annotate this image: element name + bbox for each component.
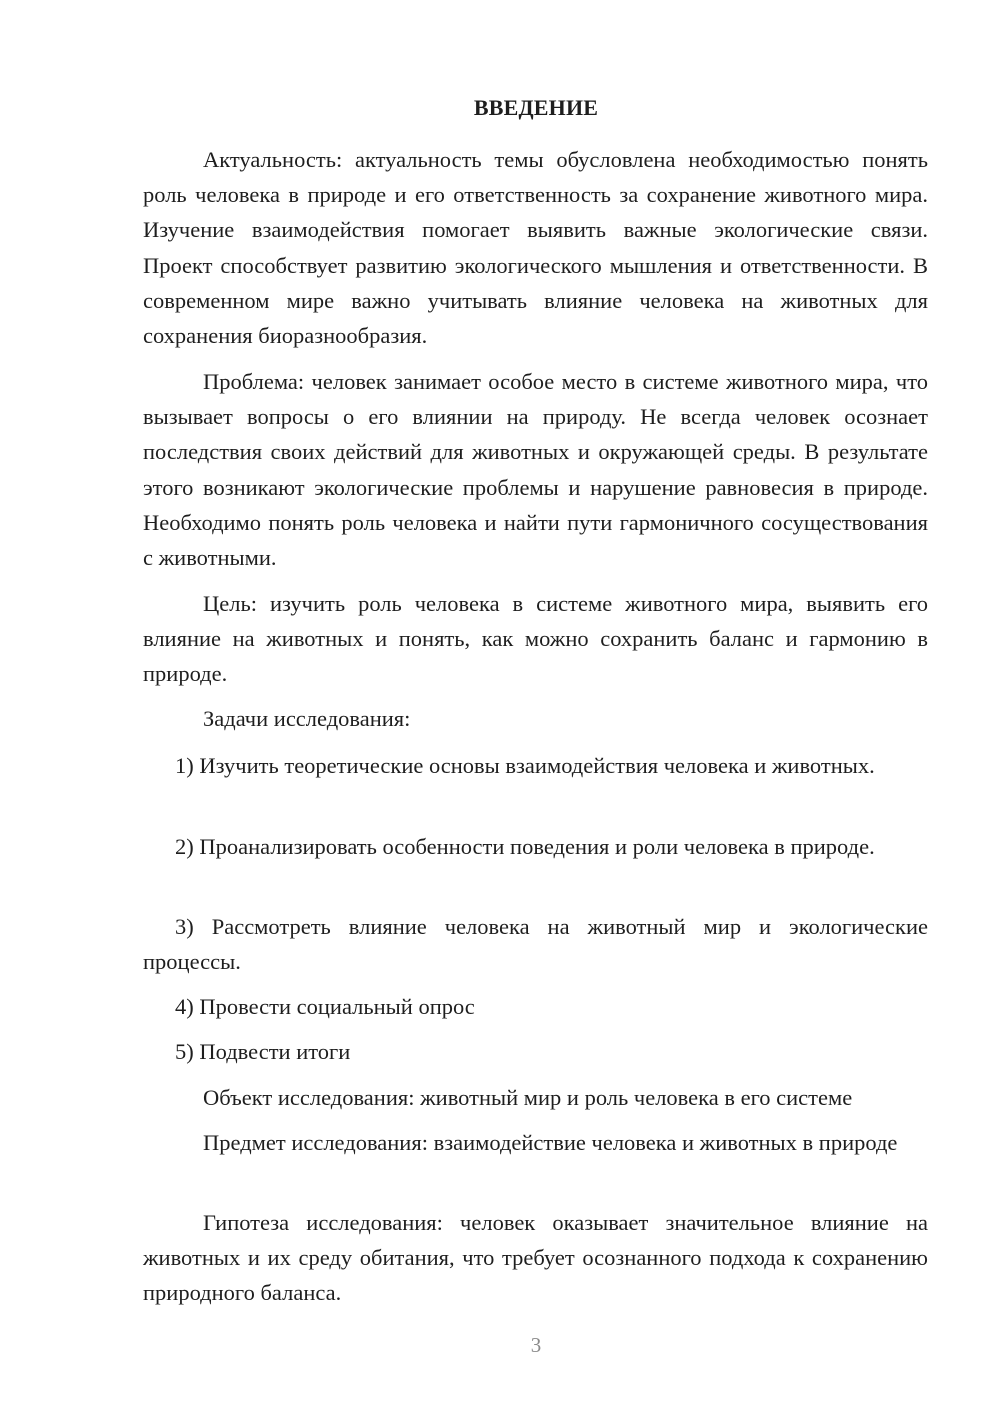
page-number: 3 bbox=[530, 1333, 542, 1357]
paragraph-object: Объект исследования: животный мир и роль человека в его системе bbox=[203, 1085, 853, 1110]
task-item-2: 2) Проанализировать особенности поведения и роли человека в природе. bbox=[175, 834, 875, 859]
paragraph-problem: Проблема: человек занимает особое место в системе животного мира, что вызывает вопросы о его влиянии на природу. Не всегда человек осознает последствия своих действий для животных и окружающей среды. В результате этого возникают экологические проблемы и нарушение равновесия в природе. Необходимо понять роль человека и найти пути гармоничного сосуществования с животными. bbox=[143, 369, 928, 571]
task-item-3: 3) Рассмотреть влияние человека на животный мир и экологические процессы. bbox=[143, 914, 928, 975]
section-title: ВВЕДЕНИЕ bbox=[473, 95, 599, 120]
paragraph-subject: Предмет исследования: взаимодействие человека и животных в природе bbox=[203, 1130, 898, 1155]
paragraph-relevance: Актуальность: актуальность темы обусловлена необходимостью понять роль человека в природе и его ответственность за сохранение животного мира. Изучение взаимодействия помогает выявить важные экологические связи. Проект способствует развитию экологического мышления и ответственности. В современном мире важно учитывать влияние человека на животных для сохранения биоразнообразия. bbox=[143, 147, 928, 349]
paragraph-tasks-heading: Задачи исследования: bbox=[203, 706, 411, 731]
task-item-4: 4) Провести социальный опрос bbox=[175, 994, 475, 1019]
task-item-5: 5) Подвести итоги bbox=[175, 1039, 351, 1064]
paragraph-hypothesis: Гипотеза исследования: человек оказывает значительное влияние на животных и их среду обитания, что требует осознанного подхода к сохранению природного баланса. bbox=[143, 1210, 928, 1306]
task-item-1: 1) Изучить теоретические основы взаимодействия человека и животных. bbox=[175, 753, 875, 778]
paragraph-goal: Цель: изучить роль человека в системе животного мира, выявить его влияние на животных и понять, как можно сохранить баланс и гармонию в природе. bbox=[143, 591, 928, 687]
